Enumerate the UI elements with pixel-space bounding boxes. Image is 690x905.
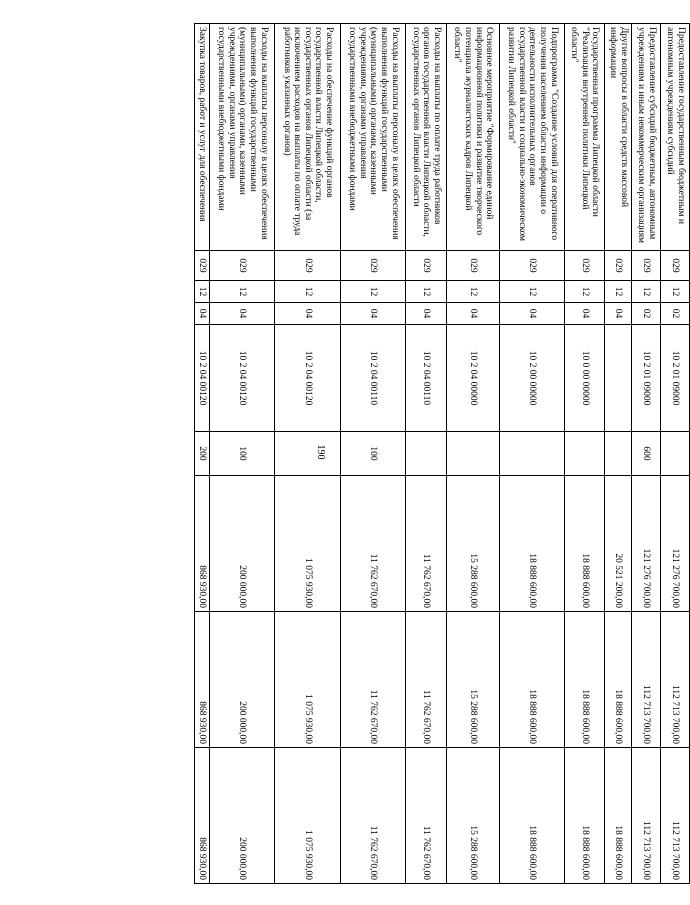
cell-csr xyxy=(605,325,632,432)
row-name: Расходы на обеспечение функций органов государственной власти Липецкой области, государственных органов Липецкой области (за исключением расходов на выплаты по оплате труда работников указанных органов) xyxy=(275,24,341,251)
table-row xyxy=(195,24,210,884)
cell-sum2: 11 762 670,00 xyxy=(341,612,406,748)
cell-gr: 029 xyxy=(195,251,210,281)
cell-rz: 12 xyxy=(210,281,275,303)
cell-pr: 04 xyxy=(605,303,632,325)
cell-gr: 029 xyxy=(500,251,565,281)
page-number: 190 xyxy=(315,444,326,460)
cell-pr: 02 xyxy=(661,303,690,325)
cell-rz: 12 xyxy=(447,281,500,303)
cell-sum1: 18 888 600,00 xyxy=(565,476,605,612)
cell-sum1: 121 276 700,00 xyxy=(632,476,661,612)
table-body xyxy=(195,24,690,884)
cell-sum3: 11 762 670,00 xyxy=(341,748,406,884)
cell-csr: 10 2 04 00120 xyxy=(275,325,341,432)
cell-sum2: 18 888 600,00 xyxy=(565,612,605,748)
table-row xyxy=(341,24,406,884)
cell-sum3: 112 713 700,00 xyxy=(632,748,661,884)
cell-csr: 10 2 04 00120 xyxy=(210,325,275,432)
cell-rz: 12 xyxy=(605,281,632,303)
cell-pr: 04 xyxy=(275,303,341,325)
cell-sum2: 112 713 700,00 xyxy=(661,612,690,748)
row-name: Предоставление государственным бюджетным и автономным учреждениям субсидий xyxy=(661,24,690,251)
cell-pr: 04 xyxy=(500,303,565,325)
cell-sum3: 868 930,00 xyxy=(195,748,210,884)
cell-pr: 04 xyxy=(406,303,447,325)
cell-gr: 029 xyxy=(406,251,447,281)
cell-vr xyxy=(275,432,341,476)
cell-vr xyxy=(500,432,565,476)
cell-sum1: 11 762 670,00 xyxy=(406,476,447,612)
row-name: Государственная программа Липецкой области "Реализация внутренней политики Липецкой области" xyxy=(565,24,605,251)
cell-vr xyxy=(406,432,447,476)
cell-sum2: 868 930,00 xyxy=(195,612,210,748)
cell-rz: 12 xyxy=(341,281,406,303)
cell-sum3: 18 888 600,00 xyxy=(565,748,605,884)
cell-vr xyxy=(605,432,632,476)
cell-gr: 029 xyxy=(341,251,406,281)
cell-sum3: 18 888 600,00 xyxy=(500,748,565,884)
cell-csr: 10 2 04 00110 xyxy=(406,325,447,432)
table-row xyxy=(605,24,632,884)
cell-sum2: 1 075 930,00 xyxy=(275,612,341,748)
row-name: Расходы на выплаты персоналу в целях обеспечения выполнения функций государственными (муниципальными) органами, казенными учреждениями, органами управления государственными внебюджетными фондами xyxy=(341,24,406,251)
table-row xyxy=(661,24,690,884)
cell-sum3: 1 075 930,00 xyxy=(275,748,341,884)
cell-rz: 12 xyxy=(632,281,661,303)
cell-rz: 12 xyxy=(500,281,565,303)
table-row xyxy=(210,24,275,884)
cell-rz: 12 xyxy=(661,281,690,303)
row-name: Подпрограмма "Создание условий для оперативного получения населением области информации о деятельности исполнительных органов государственной власти и социально-экономическом развитии Липецкой области" xyxy=(500,24,565,251)
table-row xyxy=(500,24,565,884)
cell-gr: 029 xyxy=(210,251,275,281)
cell-csr: 10 2 04 00110 xyxy=(341,325,406,432)
cell-sum1: 11 762 670,00 xyxy=(341,476,406,612)
cell-sum2: 18 888 600,00 xyxy=(605,612,632,748)
cell-sum2: 112 713 700,00 xyxy=(632,612,661,748)
cell-rz: 12 xyxy=(195,281,210,303)
cell-sum1: 121 276 700,00 xyxy=(661,476,690,612)
table-row xyxy=(632,24,661,884)
cell-rz: 12 xyxy=(406,281,447,303)
cell-sum1: 18 888 600,00 xyxy=(500,476,565,612)
cell-rz: 12 xyxy=(275,281,341,303)
cell-gr: 029 xyxy=(605,251,632,281)
row-name: Расходы на выплаты по оплате труда работников органов государственной власти Липецкой области, государственных органов Липецкой области xyxy=(406,24,447,251)
table-row xyxy=(406,24,447,884)
cell-vr xyxy=(661,432,690,476)
cell-pr: 04 xyxy=(341,303,406,325)
cell-sum1: 15 288 600,00 xyxy=(447,476,500,612)
cell-csr: 10 0 00 00000 xyxy=(565,325,605,432)
cell-vr: 600 xyxy=(632,432,661,476)
row-name: Расходы на выплаты персоналу в целях обеспечения выполнения функций государственными (муниципальными) органами, казенными учреждениями, органами управления государственными внебюджетными фондами xyxy=(210,24,275,251)
cell-pr: 04 xyxy=(565,303,605,325)
cell-csr: 10 2 00 00000 xyxy=(500,325,565,432)
cell-sum1: 20 521 200,00 xyxy=(605,476,632,612)
cell-csr: 10 2 04 00000 xyxy=(447,325,500,432)
cell-sum2: 15 288 600,00 xyxy=(447,612,500,748)
table-row xyxy=(447,24,500,884)
row-name: Закупка товаров, работ и услуг для обеспечения xyxy=(195,24,210,251)
cell-sum2: 200 000,00 xyxy=(210,612,275,748)
cell-gr: 029 xyxy=(275,251,341,281)
budget-table xyxy=(194,23,690,884)
cell-rz: 12 xyxy=(565,281,605,303)
cell-vr xyxy=(565,432,605,476)
cell-gr: 029 xyxy=(661,251,690,281)
cell-csr: 10 2 01 09000 xyxy=(661,325,690,432)
cell-pr: 02 xyxy=(632,303,661,325)
cell-pr: 04 xyxy=(210,303,275,325)
cell-sum2: 11 762 670,00 xyxy=(406,612,447,748)
cell-sum3: 200 000,00 xyxy=(210,748,275,884)
row-name: Предоставление субсидий бюджетным, автономным учреждениям и иным некоммерческим организациям xyxy=(632,24,661,251)
cell-sum1: 1 075 930,00 xyxy=(275,476,341,612)
cell-vr: 200 xyxy=(195,432,210,476)
cell-sum3: 18 888 600,00 xyxy=(605,748,632,884)
cell-sum3: 11 762 670,00 xyxy=(406,748,447,884)
cell-csr: 10 2 04 00120 xyxy=(195,325,210,432)
cell-csr: 10 2 01 09000 xyxy=(632,325,661,432)
cell-vr xyxy=(447,432,500,476)
cell-vr: 100 xyxy=(210,432,275,476)
cell-sum3: 112 713 700,00 xyxy=(661,748,690,884)
row-name: Основное мероприятие "Формирование единой информационной политики и развитие творческого потенциала журналистских кадров Липецкой области" xyxy=(447,24,500,251)
cell-sum2: 18 888 600,00 xyxy=(500,612,565,748)
row-name: Другие вопросы в области средств массовой информации xyxy=(605,24,632,251)
cell-sum1: 200 000,00 xyxy=(210,476,275,612)
rotated-page xyxy=(150,23,690,883)
cell-gr: 029 xyxy=(565,251,605,281)
cell-sum3: 15 288 600,00 xyxy=(447,748,500,884)
cell-sum1: 868 930,00 xyxy=(195,476,210,612)
cell-pr: 04 xyxy=(195,303,210,325)
cell-vr: 100 xyxy=(341,432,406,476)
cell-gr: 029 xyxy=(447,251,500,281)
cell-pr: 04 xyxy=(447,303,500,325)
cell-gr: 029 xyxy=(632,251,661,281)
table-row xyxy=(565,24,605,884)
table-row xyxy=(275,24,341,884)
